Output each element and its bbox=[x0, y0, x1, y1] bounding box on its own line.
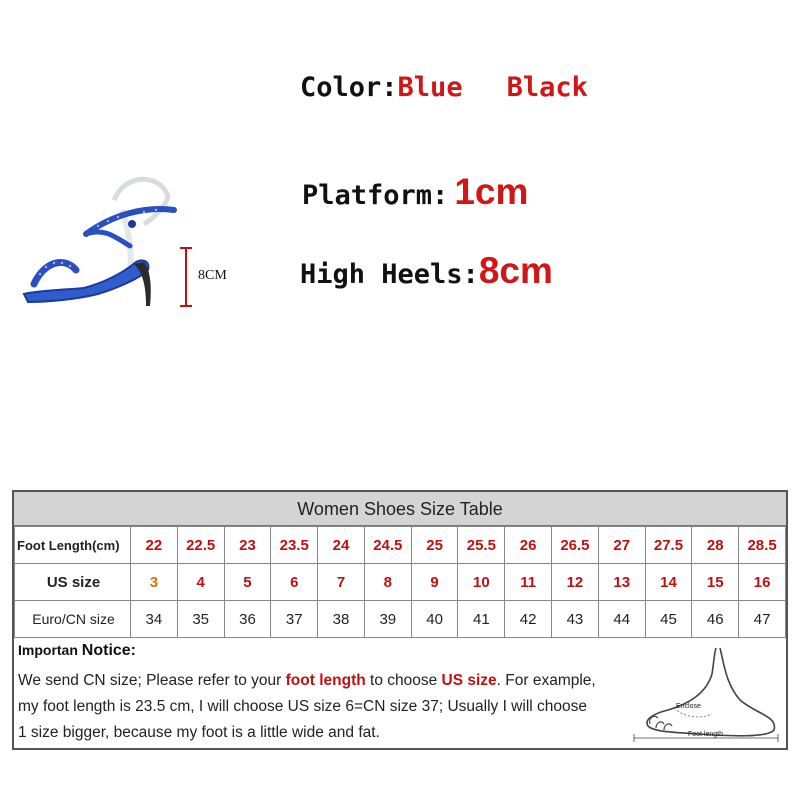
foot-outline bbox=[647, 648, 774, 736]
heel-height-label: High Heels: bbox=[300, 259, 479, 290]
us-size-cell: 5 bbox=[224, 564, 271, 601]
heel-height-value: 8cm bbox=[478, 250, 553, 291]
euro-size-cell: 38 bbox=[318, 601, 365, 638]
us-size-cell: 8 bbox=[364, 564, 411, 601]
platform-spec bbox=[302, 171, 528, 213]
euro-size-cell: 42 bbox=[505, 601, 552, 638]
foot-length-cell: 28 bbox=[692, 527, 739, 564]
color-spec bbox=[300, 72, 588, 103]
us-size-cell: 6 bbox=[271, 564, 318, 601]
euro-size-cell: 45 bbox=[645, 601, 692, 638]
euro-size-cell: 44 bbox=[598, 601, 645, 638]
us-size-cell: 16 bbox=[739, 564, 786, 601]
notice-line-1c: . For example, bbox=[496, 672, 596, 689]
us-size-row bbox=[15, 564, 786, 601]
foot-length-cell: 25 bbox=[411, 527, 458, 564]
notice-line-2: my foot length is 23.5 cm, I will choose US size 6=CN size 37; Usually I will choose bbox=[18, 698, 587, 715]
foot-length-cell: 26 bbox=[505, 527, 552, 564]
euro-size-cell: 35 bbox=[177, 601, 224, 638]
notice-section bbox=[14, 638, 786, 751]
notice-title-main: Notice: bbox=[81, 642, 137, 659]
foot-length-diagram-label: Foot length bbox=[688, 731, 724, 738]
euro-size-cell: 43 bbox=[552, 601, 599, 638]
us-size-cell: 14 bbox=[645, 564, 692, 601]
us-size-cell: 15 bbox=[692, 564, 739, 601]
color-option-black: Black bbox=[506, 72, 588, 103]
color-label: Color: bbox=[300, 72, 398, 103]
foot-length-cell: 24.5 bbox=[364, 527, 411, 564]
us-size-cell: 4 bbox=[177, 564, 224, 601]
foot-length-cell: 27.5 bbox=[645, 527, 692, 564]
euro-size-cell: 37 bbox=[271, 601, 318, 638]
euro-size-header: Euro/CN size bbox=[15, 601, 131, 638]
sandal-product-image bbox=[14, 166, 192, 318]
us-size-header: US size bbox=[15, 564, 131, 601]
notice-line-1a: We send CN size; Please refer to your bbox=[18, 672, 286, 689]
us-size-cell: 7 bbox=[318, 564, 365, 601]
size-table bbox=[12, 490, 788, 750]
euro-size-cell: 47 bbox=[739, 601, 786, 638]
color-option-blue: Blue bbox=[397, 72, 463, 103]
foot-length-header: Foot Length(cm) bbox=[15, 527, 131, 564]
euro-size-cell: 40 bbox=[411, 601, 458, 638]
platform-label: Platform: bbox=[302, 180, 449, 211]
foot-measure-diagram bbox=[628, 644, 784, 744]
notice-title-prefix: Importan bbox=[18, 642, 82, 658]
platform-value: 1cm bbox=[454, 171, 529, 212]
foot-length-cell: 28.5 bbox=[739, 527, 786, 564]
foot-length-cell: 26.5 bbox=[552, 527, 599, 564]
foot-length-row bbox=[15, 527, 786, 564]
heel-dimension-label: 8CM bbox=[198, 268, 227, 283]
foot-length-cell: 23.5 bbox=[271, 527, 318, 564]
notice-title bbox=[18, 642, 136, 660]
foot-length-cell: 22.5 bbox=[177, 527, 224, 564]
euro-size-cell: 41 bbox=[458, 601, 505, 638]
notice-text bbox=[18, 668, 624, 746]
notice-line-3: 1 size bigger, because my foot is a little wide and fat. bbox=[18, 724, 380, 741]
notice-line-1 bbox=[18, 668, 624, 694]
notice-line-1b: to choose bbox=[365, 672, 442, 689]
heel-height-spec bbox=[300, 250, 553, 292]
size-grid bbox=[14, 526, 786, 638]
foot-length-cell: 24 bbox=[318, 527, 365, 564]
euro-size-cell: 34 bbox=[131, 601, 178, 638]
ankle-strap-lower bbox=[86, 232, 130, 246]
us-size-cell: 10 bbox=[458, 564, 505, 601]
toes bbox=[650, 716, 672, 730]
notice-highlight-foot-length: foot length bbox=[285, 672, 366, 689]
euro-size-cell: 39 bbox=[364, 601, 411, 638]
buckle-icon bbox=[128, 220, 136, 228]
us-size-cell: 12 bbox=[552, 564, 599, 601]
euro-size-row bbox=[15, 601, 786, 638]
us-size-cell: 13 bbox=[598, 564, 645, 601]
enclose-label: Enclose bbox=[676, 703, 701, 710]
notice-highlight-us-size: US size bbox=[441, 672, 497, 689]
euro-size-cell: 36 bbox=[224, 601, 271, 638]
size-table-title: Women Shoes Size Table bbox=[14, 492, 786, 526]
us-size-cell: 9 bbox=[411, 564, 458, 601]
euro-size-cell: 46 bbox=[692, 601, 739, 638]
us-size-cell: 3 bbox=[131, 564, 178, 601]
us-size-cell: 11 bbox=[505, 564, 552, 601]
foot-length-cell: 22 bbox=[131, 527, 178, 564]
foot-length-cell: 23 bbox=[224, 527, 271, 564]
foot-length-cell: 25.5 bbox=[458, 527, 505, 564]
foot-length-cell: 27 bbox=[598, 527, 645, 564]
